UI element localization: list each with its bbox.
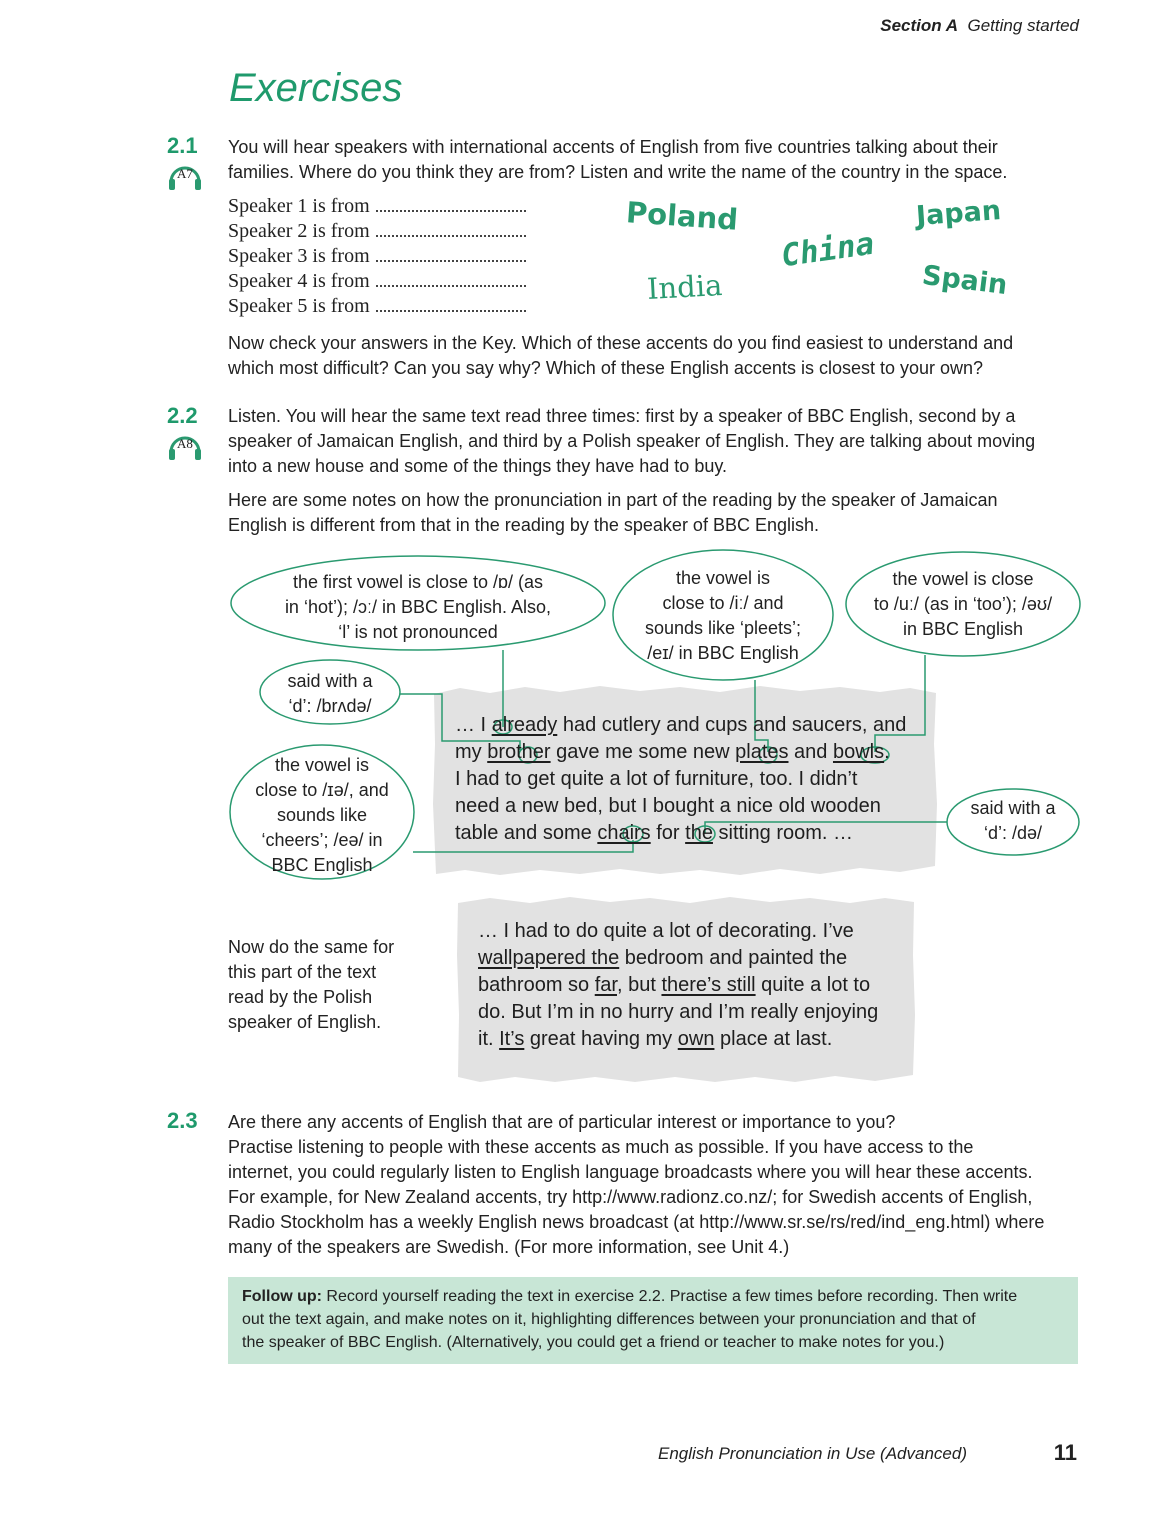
note-bubble-plates: the vowel is close to /iː/ and sounds like ‘pleets’; /eɪ/ in BBC English [644,568,802,663]
track-label: A7 [177,166,193,181]
speaker-line: Speaker 5 is from [228,294,526,319]
ex3-line: For example, for New Zealand accents, try http://www.radionz.co.nz/; for Swedish accents of English, [228,1187,1033,1207]
header-section: Section A [880,16,959,35]
ex1-instruction-line: You will hear speakers with international accents of English from five countries talking about their [228,137,998,157]
reading-line: table and some chairs for the sitting room. … [455,822,853,844]
ex3-line: internet, you could regularly listen to English language broadcasts where you will hear these accents. [228,1162,1033,1182]
reading-line: do. But I’m in no hurry and I’m really enjoying [478,1001,879,1023]
note-bubble-brother: said with a ‘d’: /brʌdə/ [287,671,373,716]
note-bubble-the: said with a ‘d’: /də/ [970,798,1056,843]
speaker-line: Speaker 2 is from [228,219,526,244]
ex1-check-line: Now check your answers in the Key. Which of these accents do you find easiest to understand and [228,333,1014,353]
country-japan: Japan [915,195,1003,232]
reading-line: need a new bed, but I bought a nice old wooden [455,795,881,817]
reading-line: my brother gave me some new plates and bowls. [455,741,890,763]
exercise-number-2-1: 2.1 [167,133,198,158]
ex3-line: Are there any accents of English that are of particular interest or importance to you? [228,1112,896,1132]
note-bubble-bowls: the vowel is close to /uː/ (as in ‘too’); /əʊ/ in BBC English [873,569,1053,639]
reading-line: it. It’s great having my own place at last. [478,1028,833,1050]
ex2-notes-line: Here are some notes on how the pronunciation in part of the reading by the speaker of Jamaican [228,490,998,510]
country-poland: Poland [624,195,740,237]
reading-line: … I had to do quite a lot of decorating. I’ve [478,920,854,942]
follow-up-box [228,1277,1078,1364]
exercise-number-2-3: 2.3 [167,1108,198,1133]
exercise-number-2-2: 2.2 [167,403,198,428]
country-spain: Spain [920,259,1010,302]
ex3-line: Practise listening to people with these accents as much as possible. If you have access to the [228,1137,974,1157]
follow-up-label: Follow up: [242,1288,322,1305]
track-label: A8 [177,436,193,451]
follow-up-line: out the text again, and make notes on it, highlighting differences between your pronunciation and that of [242,1311,976,1328]
note-bubble-chairs: the vowel is close to /ɪə/, and sounds like ‘cheers’; /eə/ in BBC English [255,755,389,875]
follow-up-line: Follow up: Record yourself reading the text in exercise 2.2. Practise a few times before recording. Then write [242,1288,1018,1305]
reading-text-polish [478,918,918,1053]
page-title: Exercises [229,66,403,110]
ex1-instruction-line: families. Where do you think they are from? Listen and write the name of the country in the space. [228,162,1008,182]
note-bubble-already: the first vowel is close to /ɒ/ (as in ‘hot’); /ɔː/ in BBC English. Also, ‘l’ is not pronounced [284,572,552,642]
page-number: 11 [1053,1440,1077,1465]
follow-up-line: the speaker of BBC English. (Alternatively, you could get a friend or teacher to make notes for you.) [242,1334,945,1351]
speaker-line: Speaker 3 is from [228,244,526,269]
country-china: China [778,225,877,275]
header-title: Getting started [967,16,1079,35]
footer-book-title: English Pronunciation in Use (Advanced) [657,1444,967,1463]
ex2-instruction-line: Listen. You will hear the same text read three times: first by a speaker of BBC English, second by a [228,406,1016,426]
reading-line: I had to get quite a lot of furniture, too. I didn’t [455,768,858,790]
ex2-instruction-line: speaker of Jamaican English, and third by a Polish speaker of English. They are talking about moving [228,431,1036,451]
ex2-notes-line: English is different from that in the reading by the speaker of BBC English. [228,515,819,535]
speaker-line: Speaker 4 is from [228,269,526,294]
speaker-line: Speaker 1 is from [228,194,526,219]
ex2-instruction-line: into a new house and some of the things they have had to buy. [228,456,728,476]
ex1-check-line: which most difficult? Can you say why? Which of these English accents is closest to your own? [228,358,984,378]
reading-line: … I already had cutlery and cups and saucers, and [455,714,907,736]
reading-line: bathroom so far, but there’s still quite a lot to [478,974,871,996]
ex3-line: Radio Stockholm has a weekly English news broadcast (at http://www.sr.se/rs/red/ind_eng.html) where [228,1212,1045,1232]
now-do-instruction: Now do the same for this part of the text read by the Polish speaker of English. [228,937,395,1032]
reading-text-jamaican [455,712,935,847]
ex3-body [228,1110,1108,1260]
country-india: India [646,268,724,306]
reading-line: wallpapered the bedroom and painted the [478,947,848,969]
ex3-line: many of the speakers are Swedish. (For more information, see Unit 4.) [228,1237,790,1257]
